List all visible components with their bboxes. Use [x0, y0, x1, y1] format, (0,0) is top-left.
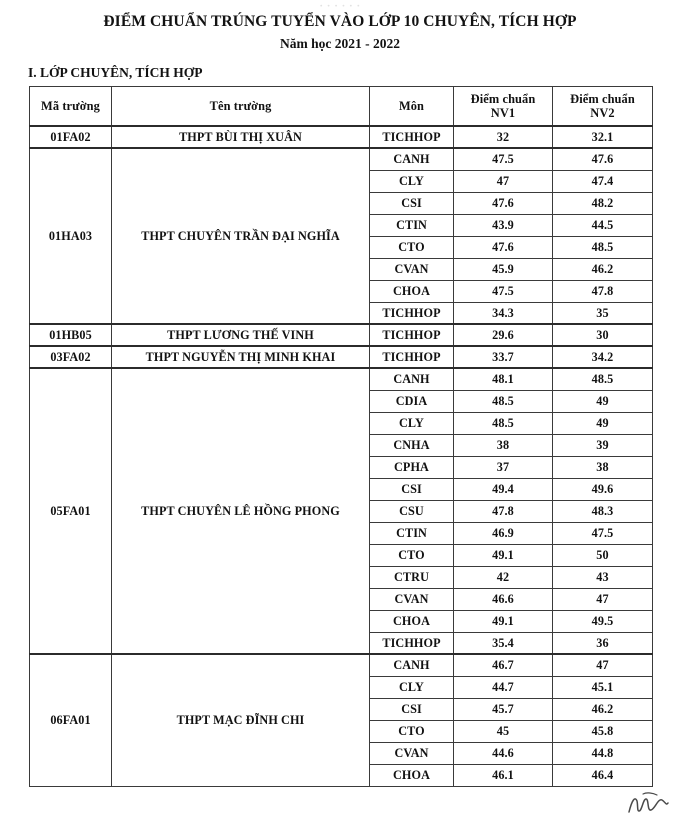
- cell-mon: CANH: [370, 654, 454, 676]
- cell-diem-chuan-nv1: 33.7: [454, 346, 553, 368]
- cell-diem-chuan-nv2: 32.1: [553, 126, 653, 148]
- cell-mon: TICHHOP: [370, 632, 454, 654]
- column-header-nv2-line1: Điểm chuẩn: [570, 91, 635, 106]
- cell-mon: CHOA: [370, 764, 454, 786]
- cell-diem-chuan-nv1: 46.9: [454, 522, 553, 544]
- document-subtitle: Năm học 2021 - 2022: [280, 36, 400, 52]
- document-title: ĐIỂM CHUẨN TRÚNG TUYỂN VÀO LỚP 10 CHUYÊN, TÍCH HỢP: [103, 13, 577, 30]
- cell-mon: CTO: [370, 236, 454, 258]
- cell-diem-chuan-nv1: 45.7: [454, 698, 553, 720]
- cell-mon: CANH: [370, 148, 454, 170]
- cell-diem-chuan-nv2: 35: [553, 302, 653, 324]
- cell-diem-chuan-nv1: 48.5: [454, 390, 553, 412]
- cell-diem-chuan-nv2: 38: [553, 456, 653, 478]
- cell-diem-chuan-nv2: 39: [553, 434, 653, 456]
- cell-diem-chuan-nv1: 34.3: [454, 302, 553, 324]
- cell-diem-chuan-nv2: 44.5: [553, 214, 653, 236]
- cell-mon: CTIN: [370, 522, 454, 544]
- table-header-row: [30, 86, 653, 126]
- cell-mon: CSI: [370, 698, 454, 720]
- cell-ma-truong: 01HB05: [30, 324, 112, 346]
- cell-mon: CTIN: [370, 214, 454, 236]
- cell-diem-chuan-nv1: 46.6: [454, 588, 553, 610]
- cell-ma-truong: 05FA01: [30, 368, 112, 654]
- cell-ma-truong: 03FA02: [30, 346, 112, 368]
- column-header-diem-chuan-nv2: [553, 86, 653, 126]
- cell-diem-chuan-nv2: 49: [553, 412, 653, 434]
- cell-ten-truong: THPT LƯƠNG THẾ VINH: [112, 324, 370, 346]
- cell-mon: CPHA: [370, 456, 454, 478]
- cell-mon: CHOA: [370, 280, 454, 302]
- table-row: [30, 324, 653, 346]
- cell-diem-chuan-nv1: 38: [454, 434, 553, 456]
- cell-diem-chuan-nv1: 32: [454, 126, 553, 148]
- cell-diem-chuan-nv2: 48.5: [553, 368, 653, 390]
- column-header-ma-truong: Mã trường: [30, 86, 112, 126]
- cell-mon: TICHHOP: [370, 346, 454, 368]
- cell-ma-truong: 06FA01: [30, 654, 112, 786]
- cell-mon: CNHA: [370, 434, 454, 456]
- cell-diem-chuan-nv1: 46.1: [454, 764, 553, 786]
- cell-diem-chuan-nv1: 43.9: [454, 214, 553, 236]
- cell-diem-chuan-nv1: 49.1: [454, 544, 553, 566]
- cell-diem-chuan-nv1: 47.6: [454, 236, 553, 258]
- cell-diem-chuan-nv1: 29.6: [454, 324, 553, 346]
- cell-mon: CDIA: [370, 390, 454, 412]
- cell-diem-chuan-nv2: 45.1: [553, 676, 653, 698]
- cell-diem-chuan-nv2: 48.2: [553, 192, 653, 214]
- cell-diem-chuan-nv2: 47.6: [553, 148, 653, 170]
- cell-mon: CLY: [370, 412, 454, 434]
- cell-diem-chuan-nv2: 34.2: [553, 346, 653, 368]
- cell-diem-chuan-nv2: 48.3: [553, 500, 653, 522]
- cell-diem-chuan-nv1: 47.5: [454, 280, 553, 302]
- cell-diem-chuan-nv1: 37: [454, 456, 553, 478]
- cell-diem-chuan-nv2: 30: [553, 324, 653, 346]
- table-row: [30, 654, 653, 676]
- cell-diem-chuan-nv1: 47: [454, 170, 553, 192]
- cell-diem-chuan-nv2: 49.5: [553, 610, 653, 632]
- cell-diem-chuan-nv2: 36: [553, 632, 653, 654]
- cell-diem-chuan-nv2: 46.2: [553, 258, 653, 280]
- cell-mon: TICHHOP: [370, 302, 454, 324]
- column-header-diem-chuan-nv1: [454, 86, 553, 126]
- cell-ten-truong: THPT MẠC ĐĨNH CHI: [112, 654, 370, 786]
- handwritten-signature-mark: [626, 790, 670, 816]
- column-header-nv2-line2: NV2: [590, 106, 615, 120]
- cell-diem-chuan-nv2: 50: [553, 544, 653, 566]
- table-row: [30, 126, 653, 148]
- cell-diem-chuan-nv1: 49.1: [454, 610, 553, 632]
- column-header-nv1-line1: Điểm chuẩn: [470, 91, 536, 106]
- cell-mon: CVAN: [370, 742, 454, 764]
- cell-diem-chuan-nv1: 45.9: [454, 258, 553, 280]
- section-heading: I. LỚP CHUYÊN, TÍCH HỢP: [28, 64, 203, 80]
- cell-diem-chuan-nv2: 49: [553, 390, 653, 412]
- cell-ten-truong: THPT BÙI THỊ XUÂN: [112, 126, 370, 148]
- cell-diem-chuan-nv2: 49.6: [553, 478, 653, 500]
- cell-mon: TICHHOP: [370, 324, 454, 346]
- cell-diem-chuan-nv1: 46.7: [454, 654, 553, 676]
- cell-mon: CTRU: [370, 566, 454, 588]
- cell-diem-chuan-nv2: 46.2: [553, 698, 653, 720]
- cell-diem-chuan-nv2: 48.5: [553, 236, 653, 258]
- cell-mon: CHOA: [370, 610, 454, 632]
- cell-mon: CSU: [370, 500, 454, 522]
- cell-mon: CTO: [370, 720, 454, 742]
- table-row: [30, 148, 653, 170]
- table-body: [30, 126, 653, 786]
- cell-diem-chuan-nv1: 47.6: [454, 192, 553, 214]
- cell-diem-chuan-nv1: 35.4: [454, 632, 553, 654]
- cell-diem-chuan-nv1: 44.6: [454, 742, 553, 764]
- cell-mon: CLY: [370, 170, 454, 192]
- cell-diem-chuan-nv2: 44.8: [553, 742, 653, 764]
- table-container: [0, 86, 680, 787]
- cell-diem-chuan-nv2: 47: [553, 588, 653, 610]
- table-row: [30, 346, 653, 368]
- cell-mon: CVAN: [370, 258, 454, 280]
- cell-mon: CSI: [370, 192, 454, 214]
- cell-diem-chuan-nv1: 47.5: [454, 148, 553, 170]
- table-row: [30, 368, 653, 390]
- scan-cutoff-artifact-line: · · · · · ·: [319, 0, 361, 9]
- cell-ten-truong: THPT CHUYÊN LÊ HỒNG PHONG: [112, 368, 370, 654]
- cell-diem-chuan-nv2: 46.4: [553, 764, 653, 786]
- table-header: [30, 86, 653, 126]
- cell-diem-chuan-nv1: 45: [454, 720, 553, 742]
- admission-score-table: [29, 86, 653, 787]
- cell-diem-chuan-nv2: 47.8: [553, 280, 653, 302]
- column-header-ten-truong: Tên trường: [112, 86, 370, 126]
- cell-diem-chuan-nv2: 47.4: [553, 170, 653, 192]
- cell-mon: CVAN: [370, 588, 454, 610]
- column-header-nv1-line2: NV1: [490, 106, 516, 120]
- cell-diem-chuan-nv1: 49.4: [454, 478, 553, 500]
- cell-ma-truong: 01HA03: [30, 148, 112, 324]
- cell-ten-truong: THPT NGUYỄN THỊ MINH KHAI: [112, 346, 370, 368]
- cell-diem-chuan-nv1: 44.7: [454, 676, 553, 698]
- cell-mon: TICHHOP: [370, 126, 454, 148]
- cell-diem-chuan-nv2: 43: [553, 566, 653, 588]
- cell-diem-chuan-nv2: 45.8: [553, 720, 653, 742]
- column-header-mon: Môn: [370, 86, 454, 126]
- cell-diem-chuan-nv1: 48.5: [454, 412, 553, 434]
- cell-mon: CTO: [370, 544, 454, 566]
- cell-ma-truong: 01FA02: [30, 126, 112, 148]
- cell-diem-chuan-nv1: 47.8: [454, 500, 553, 522]
- cell-diem-chuan-nv1: 48.1: [454, 368, 553, 390]
- cell-mon: CSI: [370, 478, 454, 500]
- cell-mon: CANH: [370, 368, 454, 390]
- cell-diem-chuan-nv2: 47: [553, 654, 653, 676]
- cell-mon: CLY: [370, 676, 454, 698]
- cell-diem-chuan-nv1: 42: [454, 566, 553, 588]
- cell-diem-chuan-nv2: 47.5: [553, 522, 653, 544]
- cell-ten-truong: THPT CHUYÊN TRẦN ĐẠI NGHĨA: [112, 148, 370, 324]
